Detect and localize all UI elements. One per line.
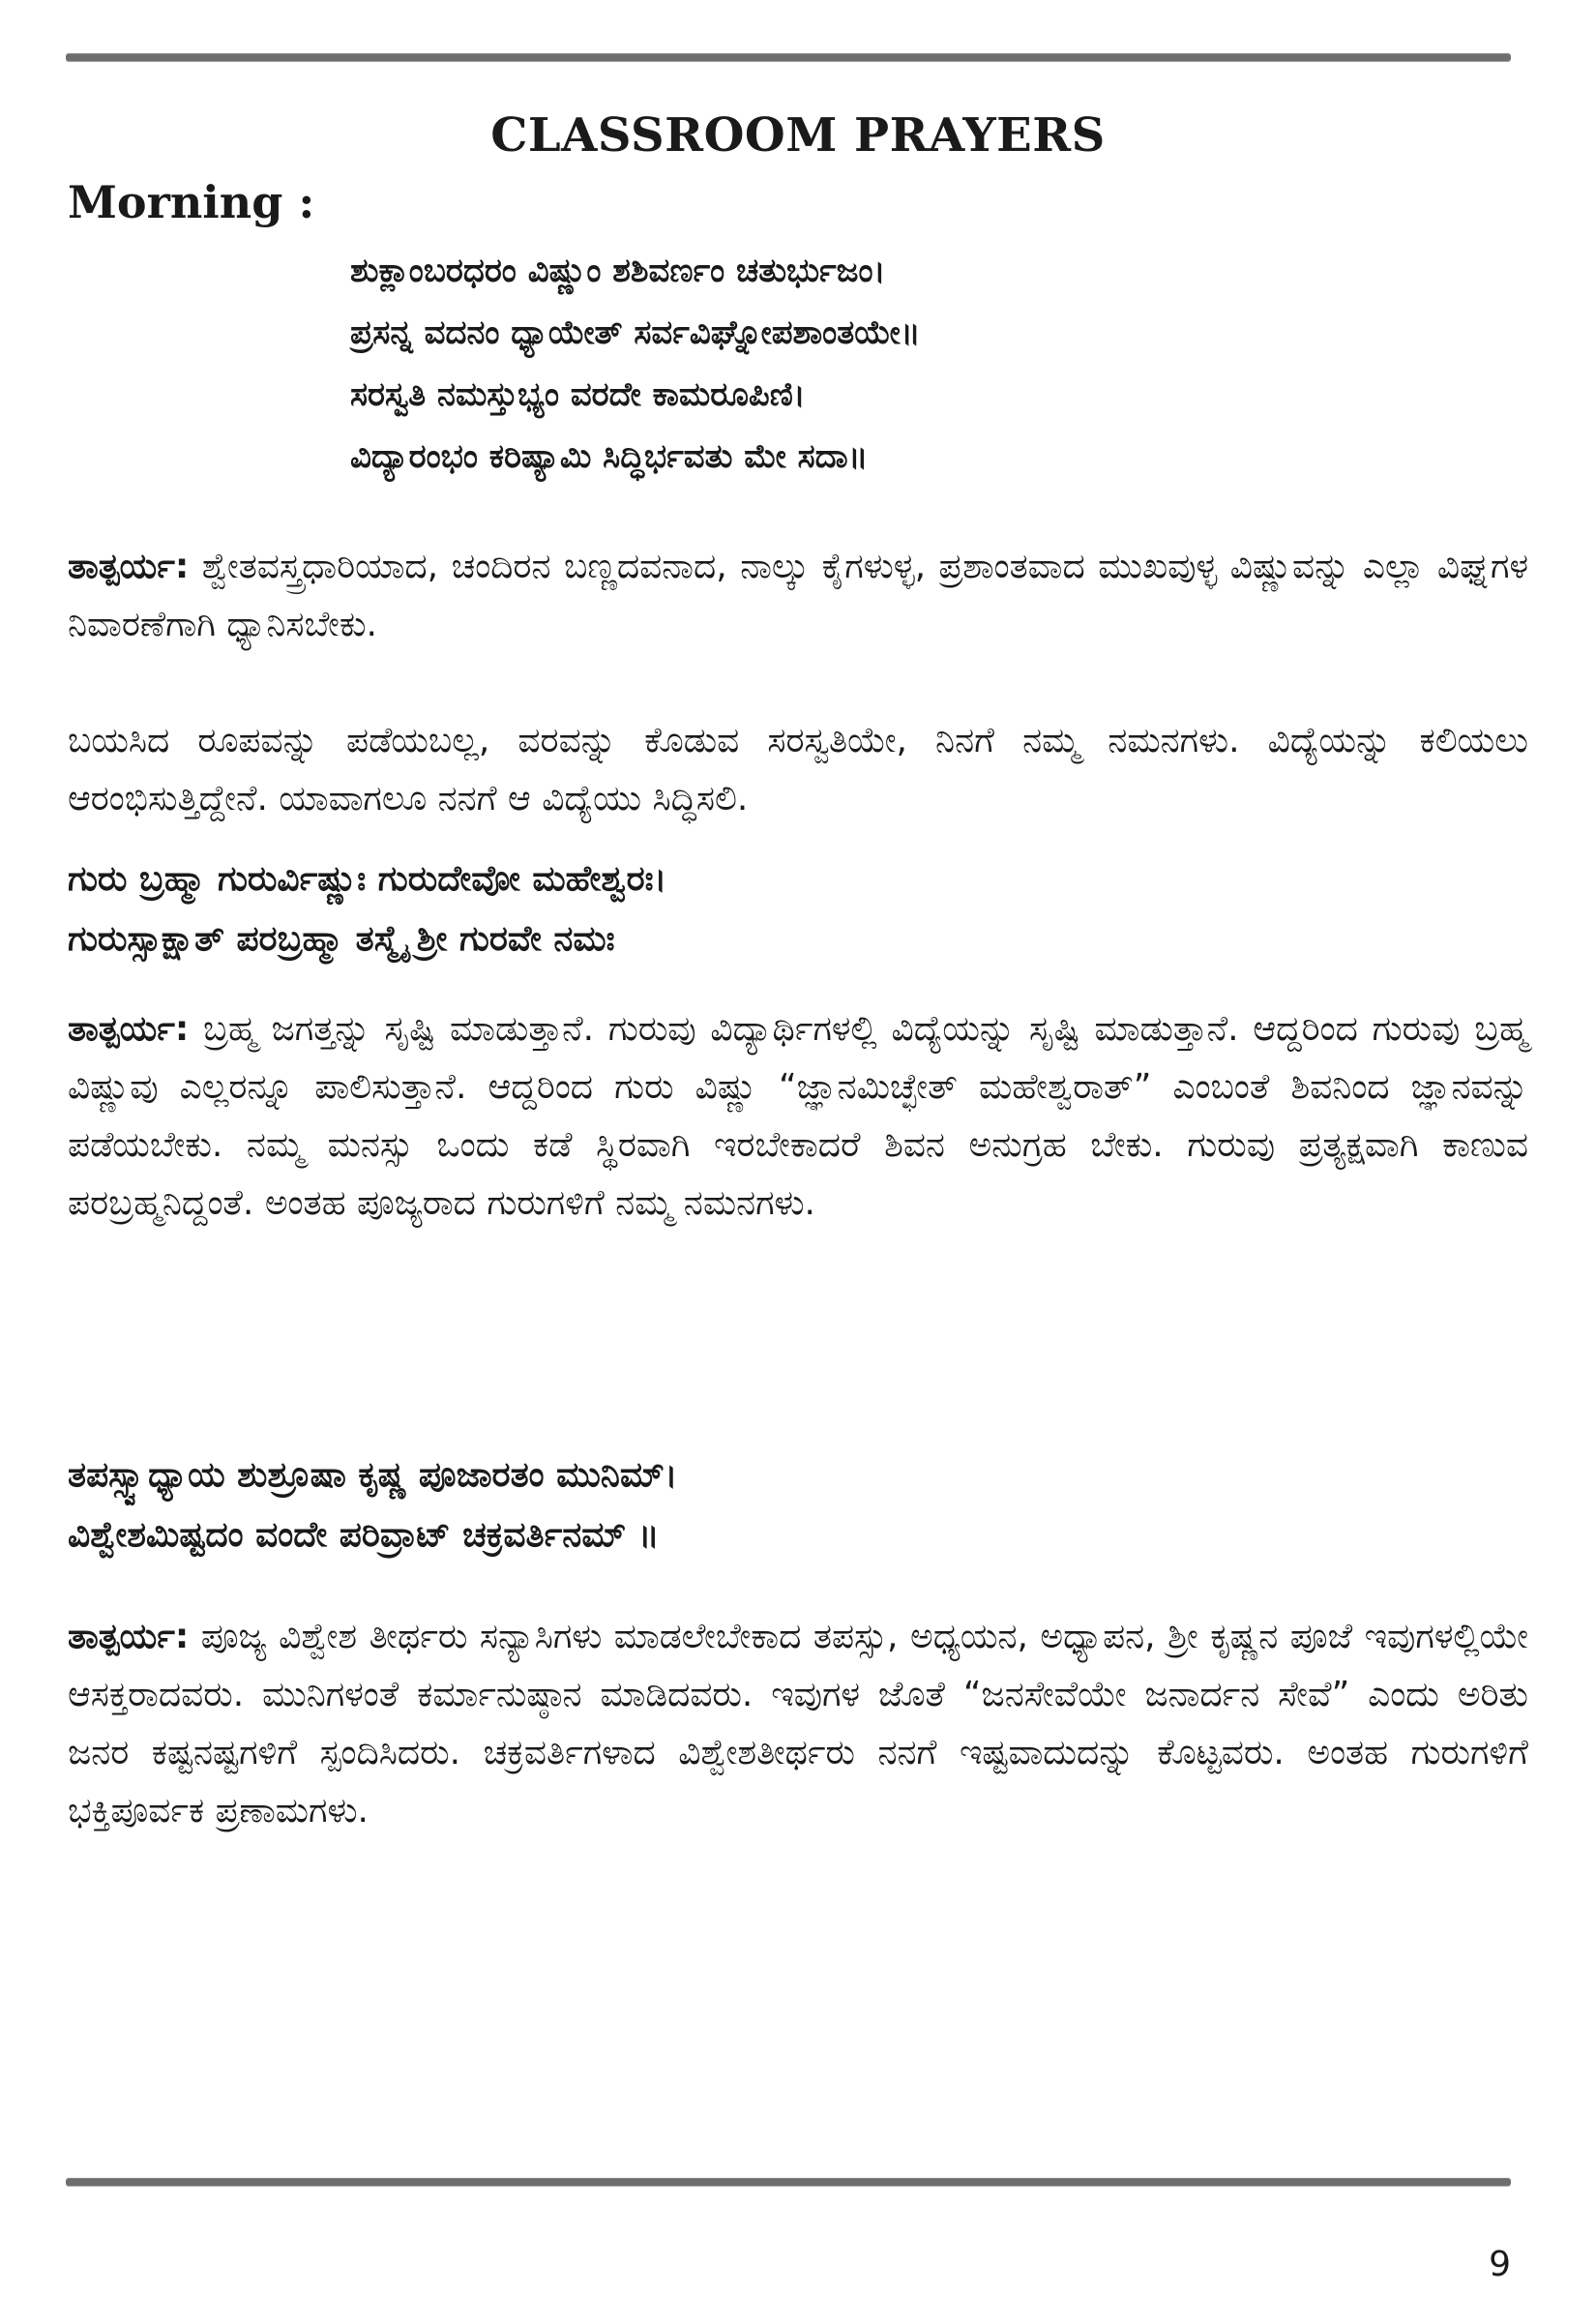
verse-line: ವಿದ್ಯಾರಂಭಂ ಕರಿಷ್ಯಾಮಿ ಸಿದ್ಧಿರ್ಭವತು ಮೇ ಸದಾ॥	[350, 437, 869, 476]
meaning-paragraph-1b	[68, 712, 1528, 828]
verse-line: ಪ್ರಸನ್ನ ವದನಂ ಧ್ಯಾಯೇತ್ ಸರ್ವವಿಘ್ನೋಪಶಾಂತಯೇ॥	[350, 313, 921, 352]
meaning-label: ತಾತ್ಪರ್ಯ:	[68, 1617, 190, 1656]
verse-line: ಶುಕ್ಲಾಂಬರಧರಂ ವಿಷ್ಣುಂ ಶಶಿವರ್ಣಂ ಚತುರ್ಭುಜಂ।	[350, 252, 886, 290]
meaning-paragraph-2	[68, 1000, 1528, 1233]
top-divider	[66, 54, 1511, 61]
meaning-label: ತಾತ್ಪರ್ಯ:	[68, 547, 190, 586]
meaning-paragraph-3	[68, 1608, 1528, 1840]
meaning-label: ತಾತ್ಪರ್ಯ:	[68, 1009, 190, 1049]
meaning-paragraph-1	[68, 538, 1528, 654]
meaning-text: ಬಯಸಿದ ರೂಪವನ್ನು ಪಡೆಯಬಲ್ಲ, ವರವನ್ನು ಕೊಡುವ ಸರಸ್ವತಿಯೇ, ನಿನಗೆ ನಮ್ಮ ನಮನಗಳು. ವಿದ್ಯೆಯನ್ನು ಕಲಿಯಲು ಆರಂಭಿಸುತ್ತಿದ್ದೇನೆ. ಯಾವಾಗಲೂ ನನಗೆ ಆ ವಿದ್ಯೆಯು ಸಿದ್ಧಿಸಲಿ.	[68, 721, 1528, 819]
meaning-text: ಶ್ವೇತವಸ್ತ್ರಧಾರಿಯಾದ, ಚಂದಿರನ ಬಣ್ಣದವನಾದ, ನಾಲ್ಕು ಕೈಗಳುಳ್ಳ, ಪ್ರಶಾಂತವಾದ ಮುಖವುಳ್ಳ ವಿಷ್ಣುವನ್ನು ಎಲ್ಲಾ ವಿಘ್ನಗಳ ನಿವಾರಣೆಗಾಗಿ ಧ್ಯಾನಿಸಬೇಕು.	[68, 547, 1528, 644]
shloka-tapasvadhyaya	[68, 1445, 1528, 1565]
shloka-shuklambaradharam	[350, 240, 1492, 488]
verse-line: ವಿಶ್ವೇಶಮಿಷ್ಟದಂ ವಂದೇ ಪರಿವ್ರಾಟ್ ಚಕ್ರವರ್ತಿನಮ್ ॥	[68, 1515, 660, 1555]
verse-line: ತಪಸ್ಸ್ವಾಧ್ಯಾಯ ಶುಶ್ರೂಷಾ ಕೃಷ್ಣ ಪೂಜಾರತಂ ಮುನಿಮ್।	[68, 1455, 678, 1495]
section-heading-morning: Morning :	[68, 176, 315, 228]
page-title: CLASSROOM PRAYERS	[490, 108, 1106, 163]
verse-line: ಸರಸ್ವತಿ ನಮಸ್ತುಭ್ಯಂ ವರದೇ ಕಾಮರೂಪಿಣಿ।	[350, 375, 806, 414]
page-number: 9	[1489, 2245, 1511, 2284]
verse-line: ಗುರು ಬ್ರಹ್ಮಾ ಗುರುರ್ವಿಷ್ಣುಃ ಗುರುದೇವೋ ಮಹೇಶ್ವರಃ।	[68, 859, 667, 899]
verse-line: ಗುರುಸ್ಸಾಕ್ಷಾತ್ ಪರಬ್ರಹ್ಮಾ ತಸ್ಮೈ ಶ್ರೀ ಗುರವೇ ನಮಃ	[68, 919, 615, 959]
bottom-divider	[66, 2179, 1511, 2186]
meaning-text: ಬ್ರಹ್ಮ ಜಗತ್ತನ್ನು ಸೃಷ್ಟಿ ಮಾಡುತ್ತಾನೆ. ಗುರುವು ವಿದ್ಯಾರ್ಥಿಗಳಲ್ಲಿ ವಿದ್ಯೆಯನ್ನು ಸೃಷ್ಟಿ ಮಾಡುತ್ತಾನೆ. ಆದ್ದರಿಂದ ಗುರುವು ಬ್ರಹ್ಮ ವಿಷ್ಣುವು ಎಲ್ಲರನ್ನೂ ಪಾಲಿಸುತ್ತಾನೆ. ಆದ್ದರಿಂದ ಗುರು ವಿಷ್ಣು “ಜ್ಞಾನಮಿಚ್ಛೇತ್ ಮಹೇಶ್ವರಾತ್” ಎಂಬಂತೆ ಶಿವನಿಂದ ಜ್ಞಾನವನ್ನು ಪಡೆಯಬೇಕು. ನಮ್ಮ ಮನಸ್ಸು ಒಂದು ಕಡೆ ಸ್ಥಿರವಾಗಿ ಇರಬೇಕಾದರೆ ಶಿವನ ಅನುಗ್ರಹ ಬೇಕು. ಗುರುವು ಪ್ರತ್ಯಕ್ಷವಾಗಿ ಕಾಣುವ ಪರಬ್ರಹ್ಮನಿದ್ದಂತೆ. ಅಂತಹ ಪೂಜ್ಯರಾದ ಗುರುಗಳಿಗೆ ನಮ್ಮ ನಮನಗಳು.	[68, 1009, 1528, 1223]
meaning-text: ಪೂಜ್ಯ ವಿಶ್ವೇಶ ತೀರ್ಥರು ಸನ್ಯಾಸಿಗಳು ಮಾಡಲೇಬೇಕಾದ ತಪಸ್ಸು, ಅಧ್ಯಯನ, ಅಧ್ಯಾಪನ, ಶ್ರೀ ಕೃಷ್ಣನ ಪೂಜೆ ಇವುಗಳಲ್ಲಿಯೇ ಆಸಕ್ತರಾದವರು. ಮುನಿಗಳಂತೆ ಕರ್ಮಾನುಷ್ಠಾನ ಮಾಡಿದವರು. ಇವುಗಳ ಜೊತೆ “ಜನಸೇವೆಯೇ ಜನಾರ್ದನ ಸೇವೆ” ಎಂದು ಅರಿತು ಜನರ ಕಷ್ಟನಷ್ಟಗಳಿಗೆ ಸ್ಪಂದಿಸಿದರು. ಚಕ್ರವರ್ತಿಗಳಾದ ವಿಶ್ವೇಶತೀರ್ಥರು ನನಗೆ ಇಷ್ಟವಾದುದನ್ನು ಕೊಟ್ಟವರು. ಅಂತಹ ಗುರುಗಳಿಗೆ ಭಕ್ತಿಪೂರ್ವಕ ಪ್ರಣಾಮಗಳು.	[68, 1617, 1528, 1831]
shloka-guru-brahma	[68, 849, 1528, 969]
